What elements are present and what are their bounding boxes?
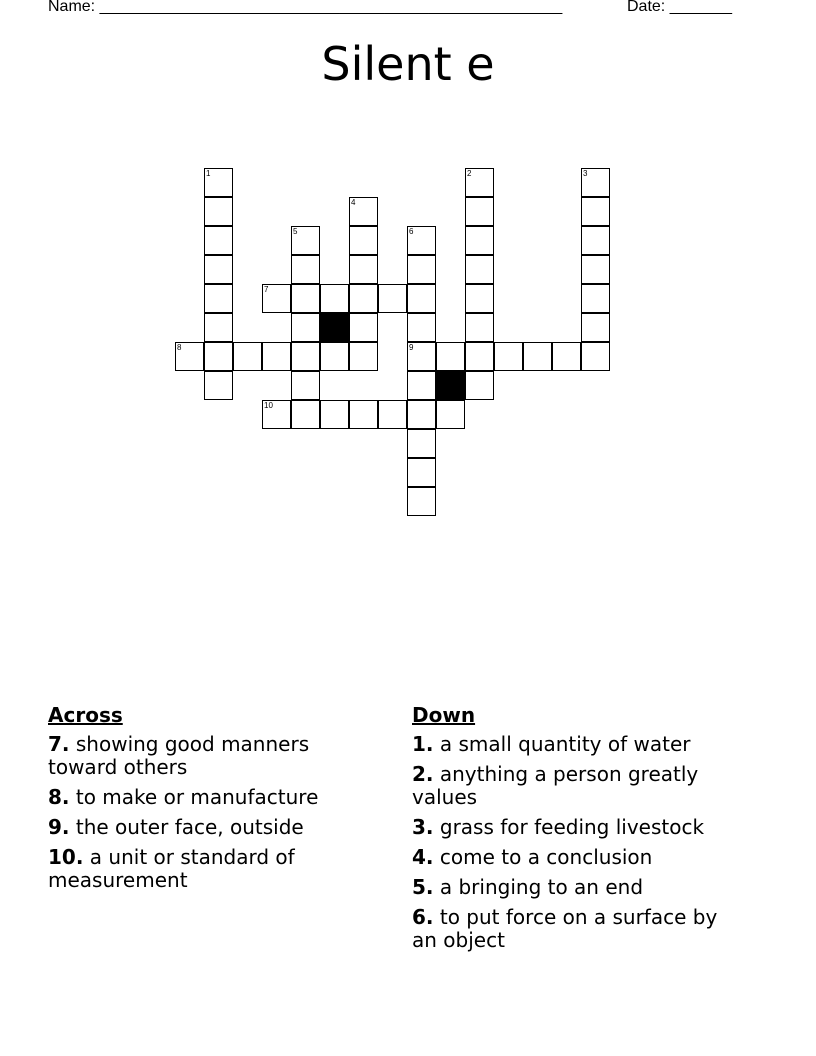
- black-square: [320, 313, 349, 342]
- clue-number: 2.: [412, 762, 434, 786]
- crossword-cell[interactable]: [407, 400, 436, 429]
- crossword-cell[interactable]: [204, 284, 233, 313]
- down-clues: [412, 703, 742, 959]
- clue-across-9: [48, 816, 378, 839]
- clue-text: a unit or standard of measurement: [48, 845, 295, 892]
- across-clues: [48, 703, 378, 899]
- clue-across-8: [48, 786, 378, 809]
- cell-number: 8: [177, 343, 182, 352]
- crossword-cell[interactable]: [436, 342, 465, 371]
- crossword-cell[interactable]: [320, 284, 349, 313]
- crossword-cell[interactable]: [291, 400, 320, 429]
- clue-across-7: [48, 733, 378, 779]
- clue-number: 4.: [412, 845, 434, 869]
- date-field[interactable]: Date: _______: [627, 0, 732, 15]
- crossword-cell[interactable]: [291, 284, 320, 313]
- clue-text: the outer face, outside: [75, 815, 304, 839]
- cell-number: 5: [293, 227, 298, 236]
- crossword-cell[interactable]: [407, 371, 436, 400]
- crossword-cell[interactable]: [581, 197, 610, 226]
- cell-number: 10: [264, 401, 273, 410]
- crossword-cell[interactable]: [407, 458, 436, 487]
- crossword-cell[interactable]: [407, 313, 436, 342]
- crossword-cell[interactable]: [494, 342, 523, 371]
- crossword-cell[interactable]: [407, 429, 436, 458]
- crossword-cell[interactable]: [581, 313, 610, 342]
- clue-text: to put force on a surface by an object: [412, 905, 718, 952]
- cell-number: 6: [409, 227, 414, 236]
- crossword-cell[interactable]: [581, 226, 610, 255]
- cell-number: 2: [467, 169, 472, 178]
- crossword-cell[interactable]: [320, 400, 349, 429]
- crossword-cell[interactable]: [407, 342, 436, 371]
- clue-number: 1.: [412, 732, 434, 756]
- crossword-cell[interactable]: [204, 255, 233, 284]
- clue-number: 10.: [48, 845, 84, 869]
- clue-text: a small quantity of water: [439, 732, 691, 756]
- crossword-cell[interactable]: [581, 342, 610, 371]
- crossword-cell[interactable]: [407, 255, 436, 284]
- crossword-cell[interactable]: [465, 255, 494, 284]
- crossword-cell[interactable]: [262, 342, 291, 371]
- cell-number: 9: [409, 343, 414, 352]
- crossword-cell[interactable]: [581, 168, 610, 197]
- crossword-cell[interactable]: [436, 400, 465, 429]
- clue-down-3: [412, 816, 742, 839]
- crossword-cell[interactable]: [262, 400, 291, 429]
- across-heading: Across: [48, 703, 123, 727]
- down-heading: Down: [412, 703, 476, 727]
- clue-text: anything a person greatly values: [412, 762, 699, 809]
- crossword-cell[interactable]: [204, 371, 233, 400]
- clue-down-6: [412, 906, 742, 952]
- crossword-cell[interactable]: [262, 284, 291, 313]
- crossword-cell[interactable]: [349, 400, 378, 429]
- crossword-cell[interactable]: [349, 255, 378, 284]
- crossword-cell[interactable]: [465, 197, 494, 226]
- crossword-cell[interactable]: [204, 197, 233, 226]
- clue-text: showing good manners toward others: [48, 732, 310, 779]
- crossword-cell[interactable]: [204, 342, 233, 371]
- crossword-cell[interactable]: [204, 313, 233, 342]
- crossword-cell[interactable]: [349, 226, 378, 255]
- crossword-cell[interactable]: [407, 284, 436, 313]
- crossword-cell[interactable]: [581, 255, 610, 284]
- crossword-cell[interactable]: [291, 371, 320, 400]
- crossword-cell[interactable]: [465, 284, 494, 313]
- clue-number: 5.: [412, 875, 434, 899]
- crossword-cell[interactable]: [465, 226, 494, 255]
- crossword-cell[interactable]: [349, 197, 378, 226]
- crossword-cell[interactable]: [581, 284, 610, 313]
- clue-number: 3.: [412, 815, 434, 839]
- crossword-cell[interactable]: [552, 342, 581, 371]
- cell-number: 4: [351, 198, 356, 207]
- crossword-cell[interactable]: [378, 284, 407, 313]
- crossword-cell[interactable]: [349, 284, 378, 313]
- crossword-cell[interactable]: [523, 342, 552, 371]
- clue-number: 8.: [48, 785, 70, 809]
- crossword-cell[interactable]: [291, 255, 320, 284]
- clue-down-5: [412, 876, 742, 899]
- crossword-cell[interactable]: [465, 168, 494, 197]
- crossword-cell[interactable]: [465, 342, 494, 371]
- crossword-cell[interactable]: [233, 342, 262, 371]
- crossword-cell[interactable]: [349, 342, 378, 371]
- clue-number: 6.: [412, 905, 434, 929]
- cell-number: 3: [583, 169, 588, 178]
- black-square: [436, 371, 465, 400]
- crossword-cell[interactable]: [407, 226, 436, 255]
- name-field[interactable]: Name: ____________________________________________________: [48, 0, 563, 15]
- cell-number: 1: [206, 169, 211, 178]
- cell-number: 7: [264, 285, 269, 294]
- crossword-cell[interactable]: [291, 313, 320, 342]
- clue-down-1: [412, 733, 742, 756]
- crossword-cell[interactable]: [320, 342, 349, 371]
- crossword-cell[interactable]: [204, 226, 233, 255]
- clue-text: a bringing to an end: [439, 875, 644, 899]
- page-title: Silent e: [321, 37, 495, 91]
- clue-number: 7.: [48, 732, 70, 756]
- crossword-cell[interactable]: [291, 342, 320, 371]
- crossword-cell[interactable]: [175, 342, 204, 371]
- crossword-cell[interactable]: [465, 313, 494, 342]
- clue-down-2: [412, 763, 742, 809]
- crossword-cell[interactable]: [349, 313, 378, 342]
- crossword-cell[interactable]: [465, 371, 494, 400]
- clue-text: to make or manufacture: [75, 785, 319, 809]
- crossword-cell[interactable]: [407, 487, 436, 516]
- clue-down-4: [412, 846, 742, 869]
- crossword-cell[interactable]: [204, 168, 233, 197]
- clue-across-10: [48, 846, 378, 892]
- clue-number: 9.: [48, 815, 70, 839]
- clue-text: grass for feeding livestock: [439, 815, 705, 839]
- crossword-cell[interactable]: [291, 226, 320, 255]
- crossword-cell[interactable]: [378, 400, 407, 429]
- crossword-grid: [0, 0, 816, 520]
- clue-text: come to a conclusion: [439, 845, 653, 869]
